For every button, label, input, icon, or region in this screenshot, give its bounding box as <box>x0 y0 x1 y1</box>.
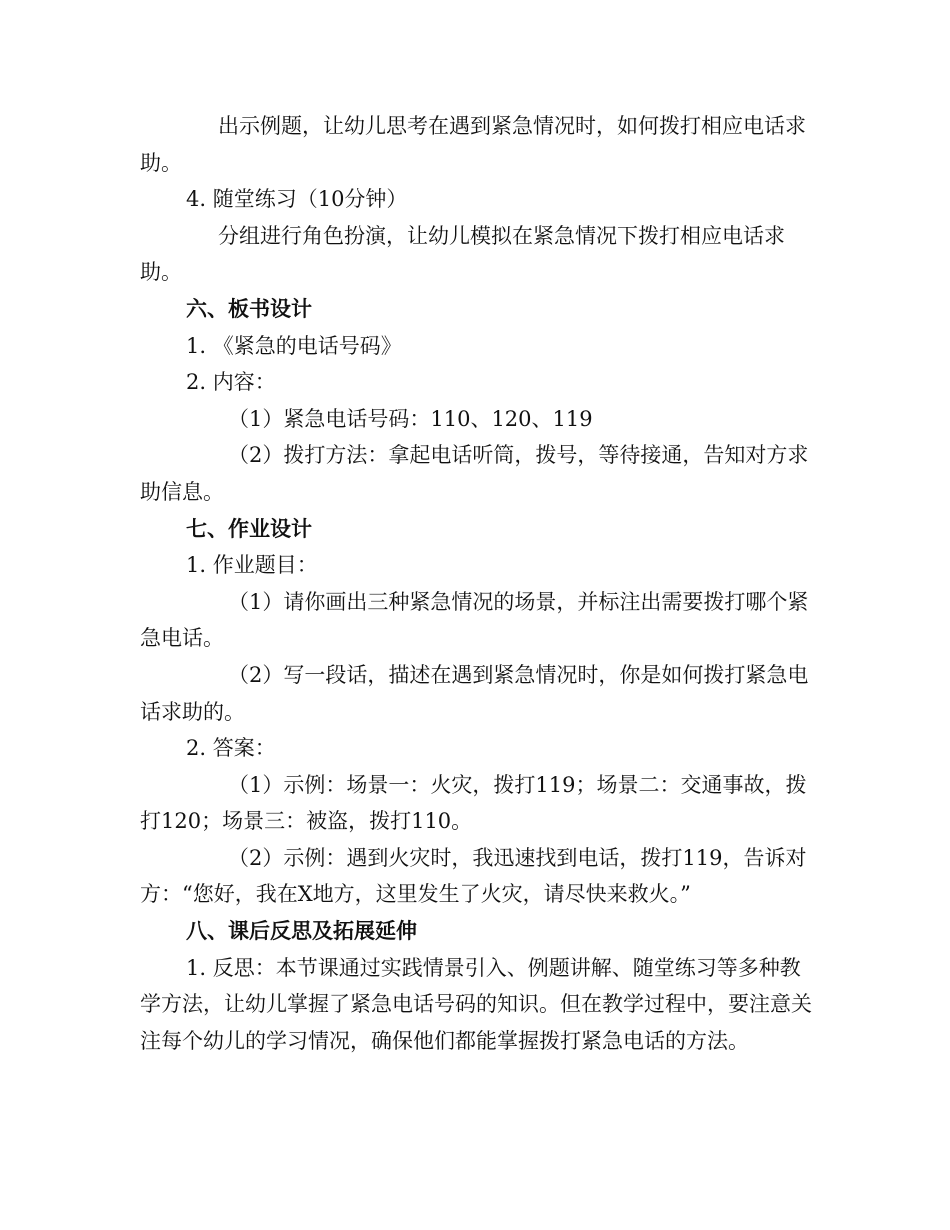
paragraph-board-numbers: （1）紧急电话号码：110、120、119 <box>228 406 593 431</box>
paragraph-practice-title: 4. 随堂练习（10分钟） <box>186 187 408 212</box>
paragraph-board-method: （2）拨打方法：拿起电话听筒，拨号，等待接通，告知对方求助信息。 <box>140 443 809 504</box>
paragraph-answer-label: 2. 答案： <box>186 736 276 761</box>
paragraph-answer-2: （2）示例：遇到火灾时，我迅速找到电话，拨打119，告诉对方：“您好，我在X地方，这里发生了火灾，请尽快来救火。” <box>140 845 807 907</box>
paragraph-homework-task-2: （2）写一段话，描述在遇到紧急情况时，你是如何拨打紧急电话求助的。 <box>140 662 809 724</box>
section-heading-homework: 七、作业设计 <box>186 515 312 541</box>
document-body <box>140 108 812 1059</box>
paragraph-reflection: 1. 反思：本节课通过实践情景引入、例题讲解、随堂练习等多种教学方法，让幼儿掌握了紧急电话号码的知识。但在教学过程中，要注意关注每个幼儿的学习情况，确保他们都能掌握拨打紧急电话的方法。 <box>140 955 812 1053</box>
paragraph-board-title: 1. 《紧急的电话号码》 <box>186 333 402 358</box>
paragraph-homework-task-1: （1）请你画出三种紧急情况的场景，并标注出需要拨打哪个紧急电话。 <box>140 589 809 651</box>
paragraph-practice-body: 分组进行角色扮演，让幼儿模拟在紧急情况下拨打相应电话求助。 <box>140 223 785 285</box>
section-heading-board-design: 六、板书设计 <box>186 295 312 321</box>
paragraph-example-intro: 出示例题，让幼儿思考在遇到紧急情况时，如何拨打相应电话求助。 <box>140 114 806 175</box>
section-heading-reflection: 八、课后反思及拓展延伸 <box>186 918 417 944</box>
paragraph-homework-title: 1. 作业题目： <box>186 553 318 578</box>
paragraph-answer-1: （1）示例：场景一：火灾，拨打119；场景二：交通事故，拨打120；场景三：被盗，拨打110。 <box>140 772 807 834</box>
paragraph-board-content-label: 2. 内容： <box>186 370 276 395</box>
